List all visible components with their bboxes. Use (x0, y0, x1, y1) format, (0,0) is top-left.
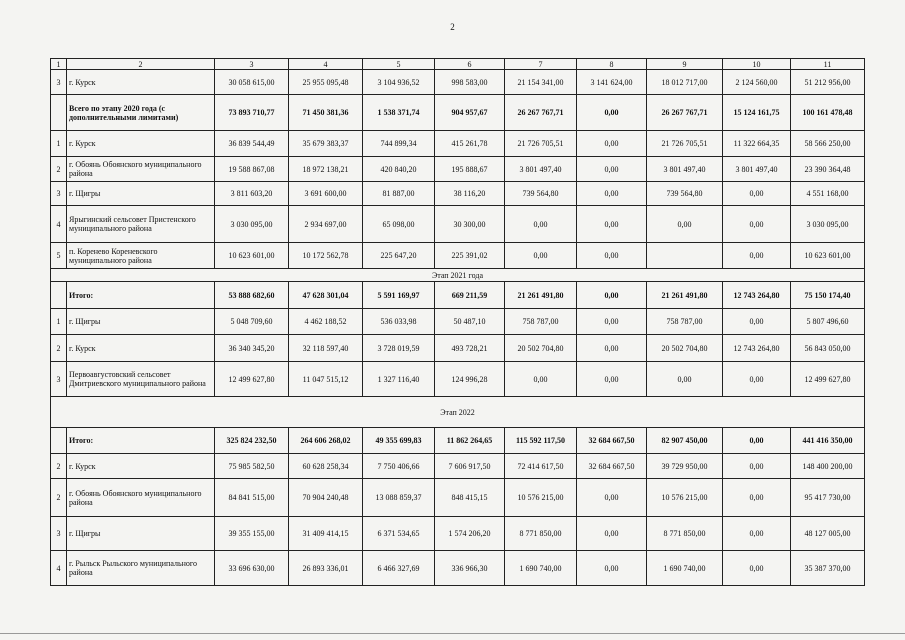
total-row (51, 95, 865, 131)
value-cell: 65 098,00 (363, 206, 435, 243)
row-name: Ярыгинский сельсовет Пристенского муниципального района (67, 206, 215, 243)
value-cell (647, 243, 723, 269)
value-cell: 10 623 601,00 (215, 243, 289, 269)
value-cell: 1 538 371,74 (363, 95, 435, 131)
value-cell: 1 690 740,00 (505, 551, 577, 586)
value-cell: 26 267 767,71 (647, 95, 723, 131)
value-cell: 13 088 859,37 (363, 479, 435, 517)
value-cell: 0,00 (723, 243, 791, 269)
table-row (51, 157, 865, 182)
value-cell: 739 564,80 (505, 182, 577, 206)
value-cell: 39 355 155,00 (215, 517, 289, 551)
value-cell: 3 141 624,00 (577, 70, 647, 95)
row-name: г. Щигры (67, 517, 215, 551)
value-cell: 20 502 704,80 (647, 335, 723, 362)
value-cell: 32 684 667,50 (577, 454, 647, 479)
row-name: г. Щигры (67, 182, 215, 206)
value-cell: 51 212 956,00 (791, 70, 865, 95)
value-cell: 3 030 095,00 (215, 206, 289, 243)
value-cell: 225 391,02 (435, 243, 505, 269)
row-number: 1 (51, 309, 67, 335)
header-cell: 8 (577, 59, 647, 70)
section-title: Этап 2022 (51, 397, 865, 428)
row-number: 2 (51, 335, 67, 362)
value-cell: 115 592 117,50 (505, 428, 577, 454)
table-row (51, 70, 865, 95)
value-cell: 19 588 867,08 (215, 157, 289, 182)
value-cell: 0,00 (723, 517, 791, 551)
header-cell: 11 (791, 59, 865, 70)
value-cell: 0,00 (577, 517, 647, 551)
value-cell: 669 211,59 (435, 282, 505, 309)
table-row (51, 517, 865, 551)
value-cell: 32 118 597,40 (289, 335, 363, 362)
value-cell: 0,00 (647, 362, 723, 397)
value-cell: 58 566 250,00 (791, 131, 865, 157)
value-cell: 0,00 (577, 335, 647, 362)
value-cell: 5 048 709,60 (215, 309, 289, 335)
value-cell: 20 502 704,80 (505, 335, 577, 362)
value-cell: 11 322 664,35 (723, 131, 791, 157)
value-cell: 1 690 740,00 (647, 551, 723, 586)
value-cell: 36 839 544,49 (215, 131, 289, 157)
value-cell: 0,00 (577, 95, 647, 131)
value-cell: 739 564,80 (647, 182, 723, 206)
value-cell: 25 955 095,48 (289, 70, 363, 95)
header-cell: 7 (505, 59, 577, 70)
value-cell: 71 450 381,36 (289, 95, 363, 131)
value-cell: 75 985 582,50 (215, 454, 289, 479)
total-row (51, 282, 865, 309)
value-cell: 148 400 200,00 (791, 454, 865, 479)
value-cell: 758 787,00 (505, 309, 577, 335)
value-cell: 49 355 699,83 (363, 428, 435, 454)
value-cell: 8 771 850,00 (647, 517, 723, 551)
value-cell: 3 811 603,20 (215, 182, 289, 206)
value-cell: 0,00 (577, 309, 647, 335)
row-name: Первоавгустовский сельсовет Дмитриевского муниципального района (67, 362, 215, 397)
value-cell: 7 750 406,66 (363, 454, 435, 479)
row-name: г. Обоянь Обоянского муниципального района (67, 479, 215, 517)
table-row (51, 131, 865, 157)
value-cell: 30 058 615,00 (215, 70, 289, 95)
table-row (51, 551, 865, 586)
value-cell: 0,00 (577, 157, 647, 182)
value-cell: 264 606 268,02 (289, 428, 363, 454)
value-cell: 15 124 161,75 (723, 95, 791, 131)
table-row (51, 454, 865, 479)
table-row (51, 243, 865, 269)
value-cell: 21 726 705,51 (505, 131, 577, 157)
row-name: г. Курск (67, 335, 215, 362)
value-cell: 50 487,10 (435, 309, 505, 335)
value-cell: 1 327 116,40 (363, 362, 435, 397)
value-cell: 0,00 (505, 362, 577, 397)
value-cell: 124 996,28 (435, 362, 505, 397)
value-cell: 12 743 264,80 (723, 335, 791, 362)
value-cell: 4 462 188,52 (289, 309, 363, 335)
value-cell: 21 154 341,00 (505, 70, 577, 95)
value-cell: 3 801 497,40 (647, 157, 723, 182)
value-cell: 0,00 (577, 551, 647, 586)
table-row (51, 479, 865, 517)
value-cell: 325 824 232,50 (215, 428, 289, 454)
section-title: Этап 2021 года (51, 269, 865, 282)
row-name: г. Щигры (67, 309, 215, 335)
row-number (51, 95, 67, 131)
value-cell: 4 551 168,00 (791, 182, 865, 206)
value-cell: 12 743 264,80 (723, 282, 791, 309)
row-number: 1 (51, 131, 67, 157)
value-cell: 5 591 169,97 (363, 282, 435, 309)
value-cell: 73 893 710,77 (215, 95, 289, 131)
header-cell: 1 (51, 59, 67, 70)
value-cell: 5 807 496,60 (791, 309, 865, 335)
value-cell: 36 340 345,20 (215, 335, 289, 362)
header-cell: 2 (67, 59, 215, 70)
value-cell: 0,00 (505, 206, 577, 243)
header-cell: 3 (215, 59, 289, 70)
row-number: 4 (51, 206, 67, 243)
value-cell: 744 899,34 (363, 131, 435, 157)
value-cell: 2 124 560,00 (723, 70, 791, 95)
value-cell: 75 150 174,40 (791, 282, 865, 309)
total-row (51, 428, 865, 454)
value-cell: 3 030 095,00 (791, 206, 865, 243)
value-cell: 35 387 370,00 (791, 551, 865, 586)
value-cell: 0,00 (577, 243, 647, 269)
value-cell: 0,00 (577, 479, 647, 517)
value-cell: 3 104 936,52 (363, 70, 435, 95)
budget-table (50, 58, 865, 586)
value-cell: 904 957,67 (435, 95, 505, 131)
value-cell: 10 623 601,00 (791, 243, 865, 269)
value-cell: 10 576 215,00 (647, 479, 723, 517)
row-number: 3 (51, 182, 67, 206)
value-cell: 2 934 697,00 (289, 206, 363, 243)
value-cell: 1 574 206,20 (435, 517, 505, 551)
section-title-row (51, 397, 865, 428)
value-cell: 12 499 627,80 (215, 362, 289, 397)
row-number: 3 (51, 70, 67, 95)
value-cell: 0,00 (723, 454, 791, 479)
value-cell: 21 261 491,80 (505, 282, 577, 309)
value-cell: 195 888,67 (435, 157, 505, 182)
row-number: 5 (51, 243, 67, 269)
value-cell: 0,00 (505, 243, 577, 269)
table-row (51, 335, 865, 362)
row-number (51, 428, 67, 454)
value-cell: 0,00 (723, 206, 791, 243)
value-cell: 21 726 705,51 (647, 131, 723, 157)
value-cell: 26 267 767,71 (505, 95, 577, 131)
value-cell: 10 172 562,78 (289, 243, 363, 269)
value-cell: 415 261,78 (435, 131, 505, 157)
page-number: 2 (450, 22, 455, 32)
value-cell: 3 728 019,59 (363, 335, 435, 362)
header-cell: 9 (647, 59, 723, 70)
value-cell: 48 127 005,00 (791, 517, 865, 551)
value-cell: 23 390 364,48 (791, 157, 865, 182)
value-cell: 0,00 (723, 309, 791, 335)
value-cell: 11 047 515,12 (289, 362, 363, 397)
row-name: Всего по этапу 2020 года (с дополнительными лимитами) (67, 95, 215, 131)
row-name: г. Курск (67, 454, 215, 479)
page-edge-line (0, 633, 905, 634)
value-cell: 0,00 (723, 182, 791, 206)
value-cell: 441 416 350,00 (791, 428, 865, 454)
value-cell: 0,00 (723, 362, 791, 397)
value-cell: 10 576 215,00 (505, 479, 577, 517)
value-cell: 7 606 917,50 (435, 454, 505, 479)
value-cell: 0,00 (577, 206, 647, 243)
value-cell: 420 840,20 (363, 157, 435, 182)
value-cell: 3 801 497,40 (723, 157, 791, 182)
row-name: г. Курск (67, 131, 215, 157)
value-cell: 84 841 515,00 (215, 479, 289, 517)
value-cell: 536 033,98 (363, 309, 435, 335)
section-title-row (51, 269, 865, 282)
value-cell: 848 415,15 (435, 479, 505, 517)
value-cell: 100 161 478,48 (791, 95, 865, 131)
row-number: 3 (51, 362, 67, 397)
row-number: 2 (51, 454, 67, 479)
table-row (51, 206, 865, 243)
value-cell: 38 116,20 (435, 182, 505, 206)
value-cell: 336 966,30 (435, 551, 505, 586)
value-cell: 39 729 950,00 (647, 454, 723, 479)
value-cell: 33 696 630,00 (215, 551, 289, 586)
value-cell: 0,00 (577, 131, 647, 157)
row-name: г. Курск (67, 70, 215, 95)
row-name: г. Рыльск Рыльского муниципального района (67, 551, 215, 586)
value-cell: 493 728,21 (435, 335, 505, 362)
row-number: 4 (51, 551, 67, 586)
row-name: Итого: (67, 428, 215, 454)
table-row (51, 309, 865, 335)
value-cell: 82 907 450,00 (647, 428, 723, 454)
row-number: 3 (51, 517, 67, 551)
table-row (51, 362, 865, 397)
value-cell: 81 887,00 (363, 182, 435, 206)
value-cell: 0,00 (577, 282, 647, 309)
value-cell: 18 012 717,00 (647, 70, 723, 95)
value-cell: 0,00 (723, 428, 791, 454)
header-cell: 6 (435, 59, 505, 70)
row-number: 2 (51, 479, 67, 517)
value-cell: 3 801 497,40 (505, 157, 577, 182)
row-name: п. Коренево Кореневского муниципального района (67, 243, 215, 269)
header-cell: 4 (289, 59, 363, 70)
value-cell: 72 414 617,50 (505, 454, 577, 479)
value-cell: 998 583,00 (435, 70, 505, 95)
value-cell: 225 647,20 (363, 243, 435, 269)
row-number (51, 282, 67, 309)
value-cell: 70 904 240,48 (289, 479, 363, 517)
row-name: г. Обоянь Обоянского муниципального района (67, 157, 215, 182)
value-cell: 56 843 050,00 (791, 335, 865, 362)
value-cell: 6 466 327,69 (363, 551, 435, 586)
value-cell: 758 787,00 (647, 309, 723, 335)
value-cell: 47 628 301,04 (289, 282, 363, 309)
value-cell: 31 409 414,15 (289, 517, 363, 551)
value-cell: 60 628 258,34 (289, 454, 363, 479)
value-cell: 26 893 336,01 (289, 551, 363, 586)
value-cell: 95 417 730,00 (791, 479, 865, 517)
value-cell: 32 684 667,50 (577, 428, 647, 454)
value-cell: 11 862 264,65 (435, 428, 505, 454)
value-cell: 3 691 600,00 (289, 182, 363, 206)
header-cell: 5 (363, 59, 435, 70)
table-row (51, 182, 865, 206)
row-number: 2 (51, 157, 67, 182)
value-cell: 8 771 850,00 (505, 517, 577, 551)
value-cell: 18 972 138,21 (289, 157, 363, 182)
value-cell: 0,00 (723, 551, 791, 586)
header-row (51, 59, 865, 70)
value-cell: 12 499 627,80 (791, 362, 865, 397)
value-cell: 53 888 682,60 (215, 282, 289, 309)
value-cell: 21 261 491,80 (647, 282, 723, 309)
value-cell: 6 371 534,65 (363, 517, 435, 551)
value-cell: 0,00 (723, 479, 791, 517)
value-cell: 30 300,00 (435, 206, 505, 243)
value-cell: 0,00 (647, 206, 723, 243)
header-cell: 10 (723, 59, 791, 70)
value-cell: 35 679 383,37 (289, 131, 363, 157)
value-cell: 0,00 (577, 362, 647, 397)
row-name: Итого: (67, 282, 215, 309)
value-cell: 0,00 (577, 182, 647, 206)
